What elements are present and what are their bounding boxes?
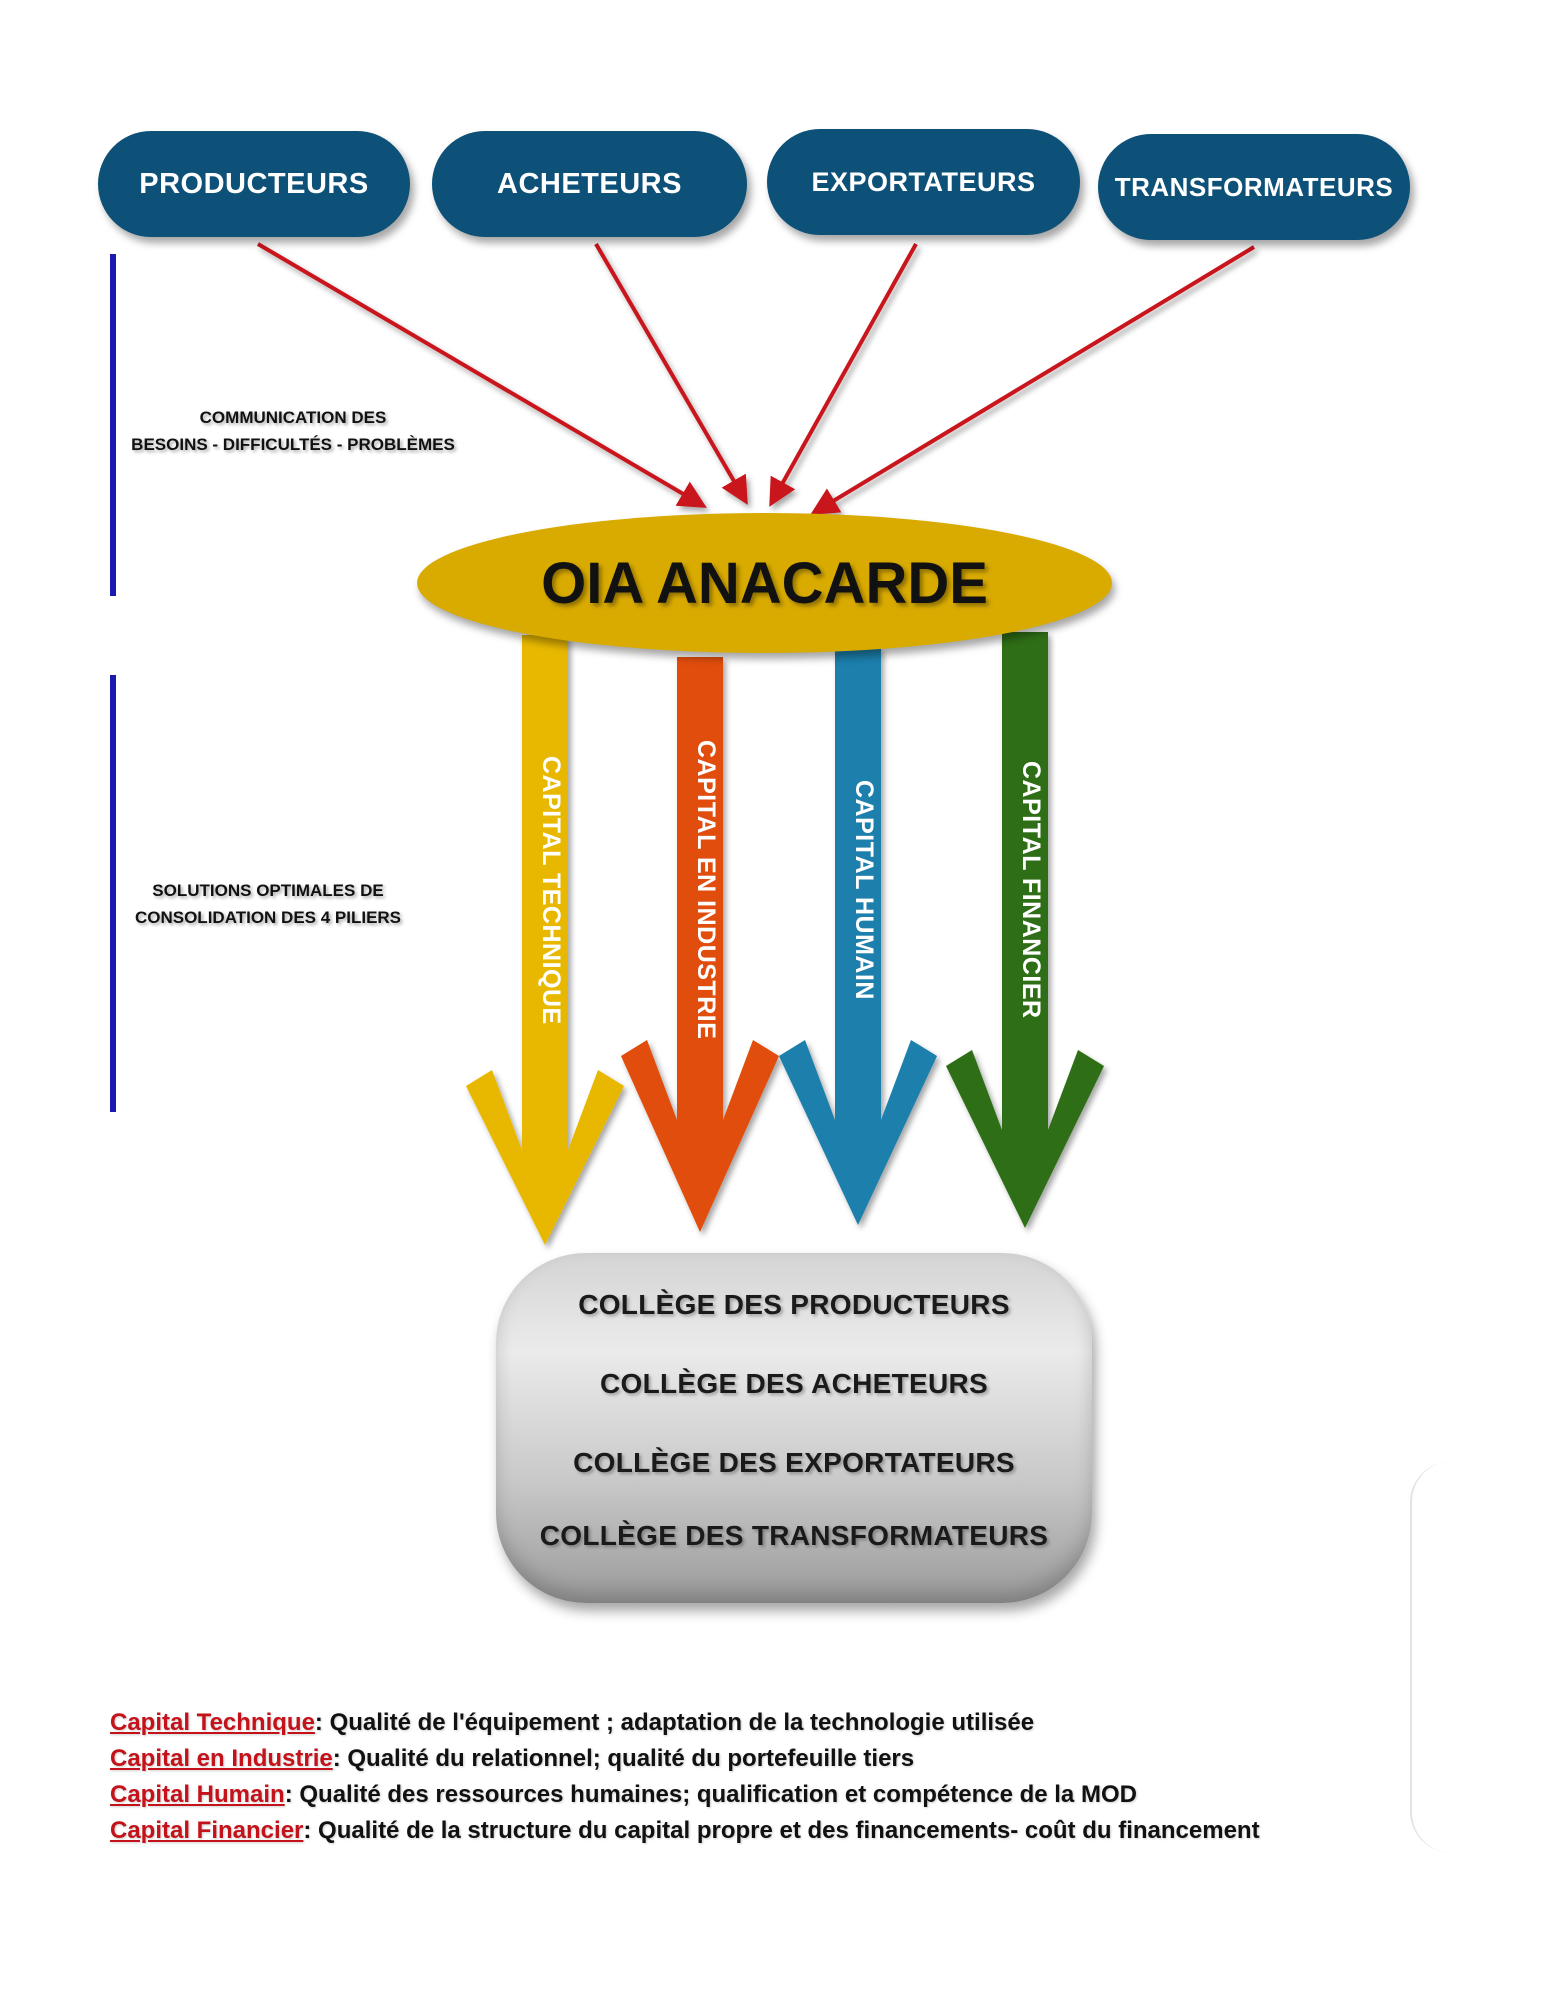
pillar-label-technique: CAPITAL TECHNIQUE: [537, 755, 565, 1025]
decorative-frame: [1410, 1462, 1542, 1852]
oia-anacarde-title: OIA ANACARDE: [541, 550, 988, 616]
pillar-label-industrie: CAPITAL EN INDUSTRIE: [692, 740, 720, 1040]
college-producteurs: COLLÈGE DES PRODUCTEURS: [578, 1289, 1010, 1320]
stakeholder-transformateurs: TRANSFORMATEURS: [1098, 134, 1410, 240]
pillar-label-humain: CAPITAL HUMAIN: [850, 780, 878, 1000]
college-transformateurs: COLLÈGE DES TRANSFORMATEURS: [539, 1520, 1049, 1551]
oia-anacarde-oval: [417, 513, 1112, 653]
side-label-solutions: SOLUTIONS OPTIMALES DE CONSOLIDATION DES 4 PILIERS: [134, 881, 402, 927]
legend-row-humain: Capital Humain: Qualité des ressources humaines; qualification et compétence de la MOD: [110, 1781, 1137, 1808]
legend-row-technique: Capital Technique: Qualité de l'équipement ; adaptation de la technologie utilisée: [110, 1709, 1035, 1736]
college-exportateurs: COLLÈGE DES EXPORTATEURS: [573, 1447, 1015, 1478]
side-label-communication: COMMUNICATION DES BESOINS - DIFFICULTÉS - PROBLÈMES: [131, 408, 455, 454]
colleges-box: [496, 1253, 1092, 1603]
legend-row-industrie: Capital en Industrie: Qualité du relationnel; qualité du portefeuille tiers: [110, 1745, 915, 1772]
stakeholder-acheteurs: ACHETEURS: [432, 131, 747, 237]
stakeholder-producteurs: PRODUCTEURS: [98, 131, 410, 237]
stakeholder-exportateurs: EXPORTATEURS: [767, 129, 1080, 235]
college-acheteurs: COLLÈGE DES ACHETEURS: [600, 1368, 988, 1399]
legend-row-financier: Capital Financier: Qualité de la structure du capital propre et des financements- coût du financement: [110, 1817, 1260, 1844]
pillar-legend: [110, 1705, 1410, 1849]
pillar-label-financier: CAPITAL FINANCIER: [1017, 761, 1045, 1019]
